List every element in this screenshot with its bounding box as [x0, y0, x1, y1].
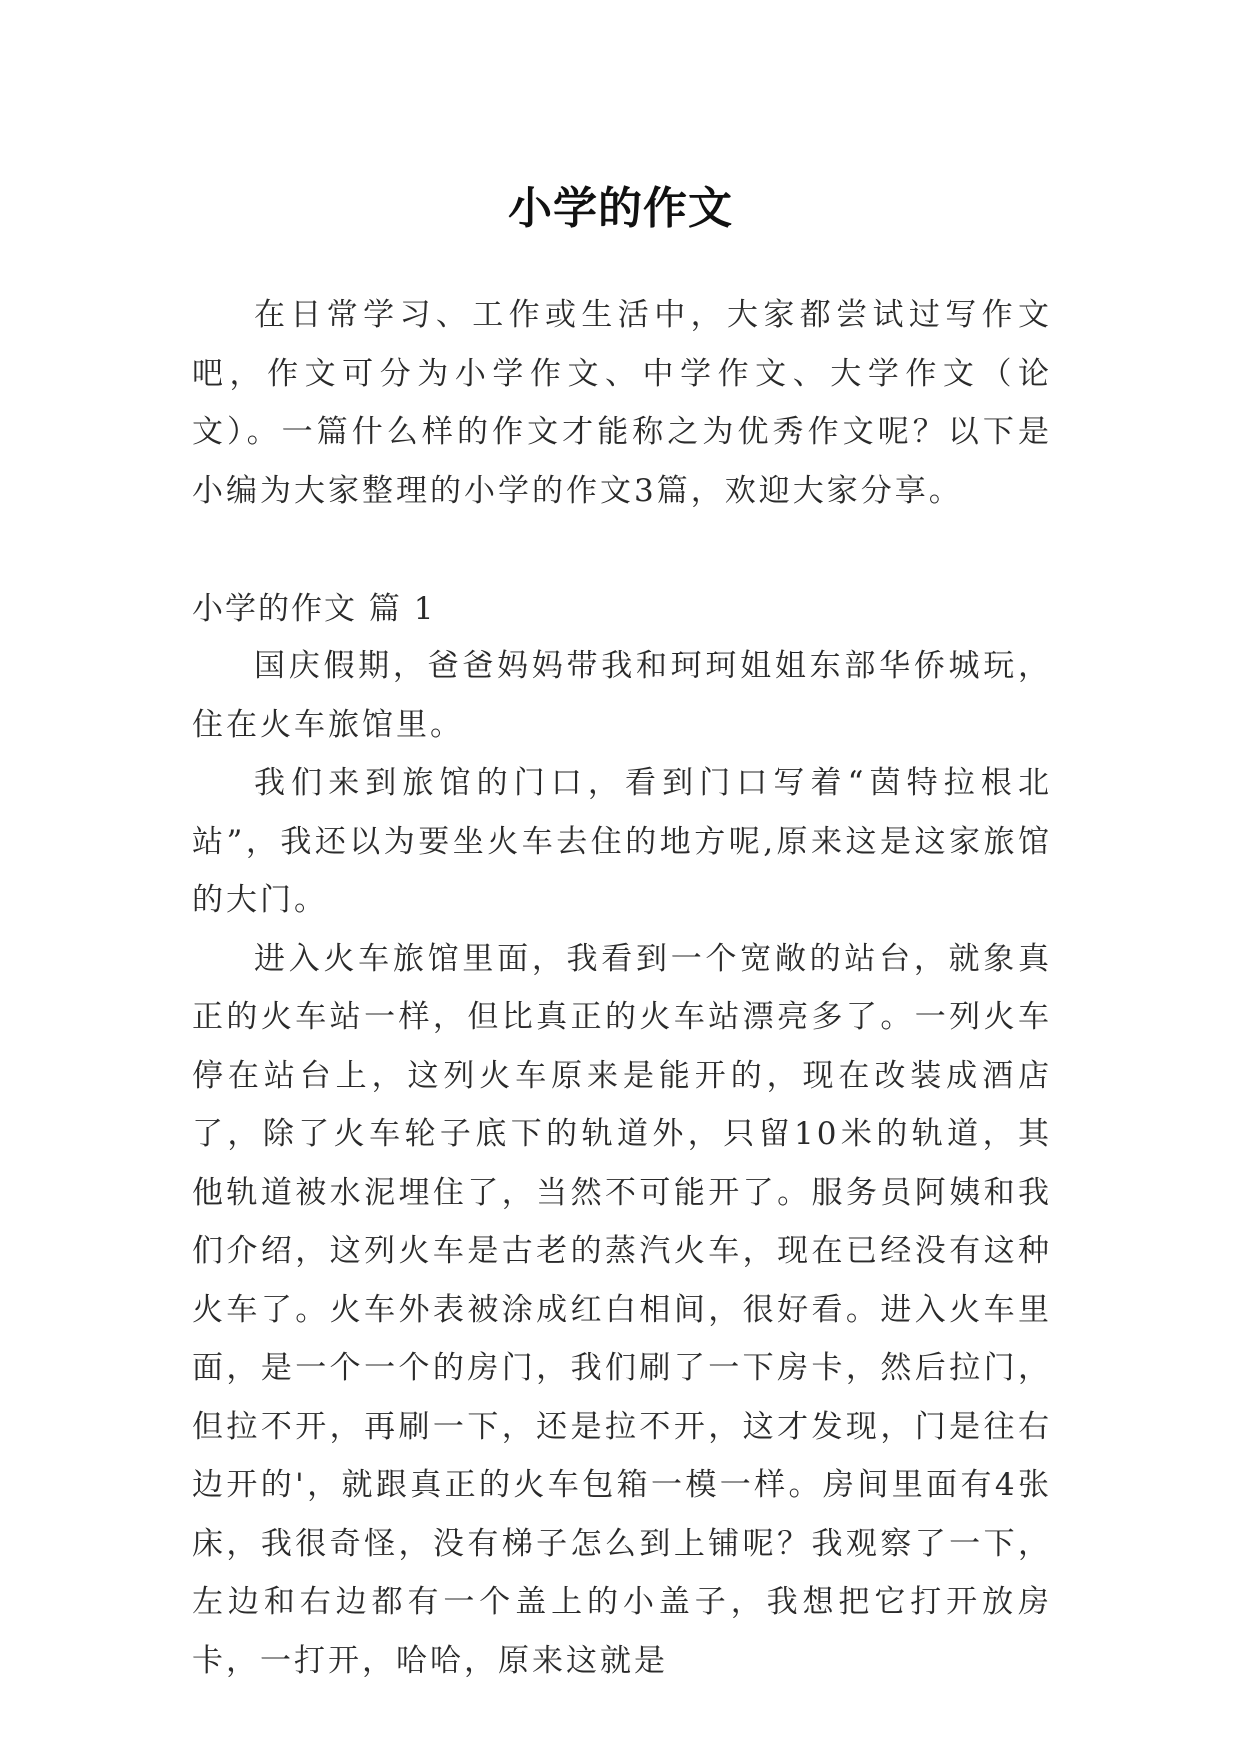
section-body: [192, 637, 1052, 1690]
story-paragraph-3: 进入火车旅馆里面，我看到一个宽敞的站台，就象真正的火车站一样，但比真正的火车站漂亮多了。一列火车停在站台上，这列火车原来是能开的，现在改装成酒店了，除了火车轮子底下的轨道外，只留10米的轨道，其他轨道被水泥埋住了，当然不可能开了。服务员阿姨和我们介绍，这列火车是古老的蒸汽火车，现在已经没有这种火车了。火车外表被涂成红白相间，很好看。进入火车里面，是一个一个的房门，我们刷了一下房卡，然后拉门，但拉不开，再刷一下，还是拉不开，这才发现，门是往右边开的'，就跟真正的火车包箱一模一样。房间里面有4张床，我很奇怪，没有梯子怎么到上铺呢？我观察了一下，左边和右边都有一个盖上的小盖子，我想把它打开放房卡，一打开，哈哈，原来这就是: [192, 940, 1052, 1679]
story-paragraph-1: 国庆假期，爸爸妈妈带我和珂珂姐姐东部华侨城玩，住在火车旅馆里。: [192, 648, 1052, 743]
intro-block: [192, 286, 1052, 520]
section-heading: 小学的作文 篇 1: [192, 591, 436, 627]
story-paragraph-2: 我们来到旅馆的门口，看到门口写着“茵特拉根北站”，我还以为要坐火车去住的地方呢,原来这是这家旅馆的大门。: [192, 765, 1052, 918]
intro-paragraph: 在日常学习、工作或生活中，大家都尝试过写作文吧，作文可分为小学作文、中学作文、大学作文（论文）。一篇什么样的作文才能称之为优秀作文呢？以下是小编为大家整理的小学的作文3篇，欢迎大家分享。: [192, 297, 1052, 509]
document-title: 小学的作文: [508, 183, 733, 235]
